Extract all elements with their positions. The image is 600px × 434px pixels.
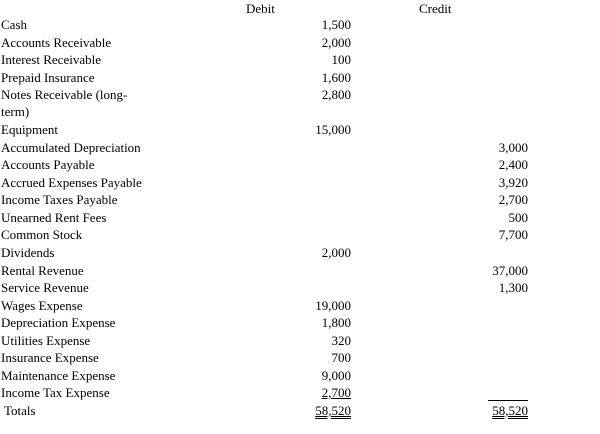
account-name: Common Stock: [1, 227, 83, 242]
account-row: [0, 122, 600, 138]
debit-amount: 1,800: [321, 315, 351, 330]
account-row: [0, 298, 600, 314]
debit-amount: 2,000: [321, 245, 351, 260]
account-name: Income Taxes Payable: [1, 192, 118, 207]
account-row: [0, 140, 600, 156]
debit-amount: 2,800: [321, 87, 351, 102]
debit-amount: 700: [331, 350, 351, 365]
account-name: Notes Receivable (long-: [1, 87, 128, 102]
debit-amount: 1,500: [321, 17, 351, 32]
account-name: Depreciation Expense: [1, 315, 116, 330]
account-name: Accounts Receivable: [1, 35, 112, 50]
account-name: Utilities Expense: [1, 333, 91, 348]
account-name: Cash: [1, 17, 27, 32]
account-row: [0, 35, 600, 51]
account-row: [0, 333, 600, 349]
account-name: term): [1, 104, 30, 119]
credit-total: 58,520: [492, 403, 528, 418]
debit-amount: 19,000: [315, 298, 351, 313]
credit-amount: 7,700: [498, 227, 528, 242]
account-row: [0, 263, 600, 279]
debit-column-header: Debit: [246, 1, 275, 16]
account-row: [0, 70, 600, 86]
account-name: Interest Receivable: [1, 52, 101, 67]
account-row: [0, 315, 600, 331]
account-row: [0, 175, 600, 191]
debit-amount: 2,700: [321, 385, 351, 400]
debit-amount: 2,000: [321, 35, 351, 50]
account-name: Accrued Expenses Payable: [1, 175, 142, 190]
account-row: [0, 17, 600, 33]
credit-amount: 2,700: [498, 192, 528, 207]
account-row: [0, 385, 600, 401]
account-name: Accumulated Depreciation: [1, 140, 141, 155]
debit-amount: 100: [331, 52, 351, 67]
account-row-continuation: [0, 104, 600, 120]
account-row: [0, 280, 600, 296]
credit-amount: 500: [508, 210, 528, 225]
account-name: Unearned Rent Fees: [1, 210, 107, 225]
account-name: Wages Expense: [1, 298, 83, 313]
credit-amount: 2,400: [498, 157, 528, 172]
account-row: [0, 350, 600, 366]
account-name: Dividends: [1, 245, 55, 260]
account-row: [0, 87, 600, 103]
account-name: Rental Revenue: [1, 263, 84, 278]
credit-amount: 37,000: [492, 263, 528, 278]
credit-amount: 1,300: [498, 280, 528, 295]
totals-label: Totals: [4, 403, 36, 418]
credit-column-header: Credit: [419, 1, 452, 16]
account-row: [0, 245, 600, 261]
debit-amount: 9,000: [321, 368, 351, 383]
account-name: Insurance Expense: [1, 350, 99, 365]
totals-row: [0, 403, 600, 419]
account-name: Maintenance Expense: [1, 368, 116, 383]
credit-amount: 3,000: [498, 140, 528, 155]
debit-amount: 15,000: [315, 122, 351, 137]
account-name: Equipment: [1, 122, 59, 137]
account-row: [0, 52, 600, 68]
credit-subtotal-rule: [488, 400, 528, 401]
debit-amount: 1,600: [321, 70, 351, 85]
account-name: Accounts Payable: [1, 157, 95, 172]
account-row: [0, 210, 600, 226]
account-name: Service Revenue: [1, 280, 89, 295]
debit-amount: 320: [331, 333, 351, 348]
account-name: Income Tax Expense: [1, 385, 110, 400]
account-row: [0, 192, 600, 208]
account-row: [0, 157, 600, 173]
account-name: Prepaid Insurance: [1, 70, 95, 85]
debit-total: 58,520: [315, 403, 351, 418]
account-row: [0, 368, 600, 384]
account-row: [0, 227, 600, 243]
credit-amount: 3,920: [498, 175, 528, 190]
